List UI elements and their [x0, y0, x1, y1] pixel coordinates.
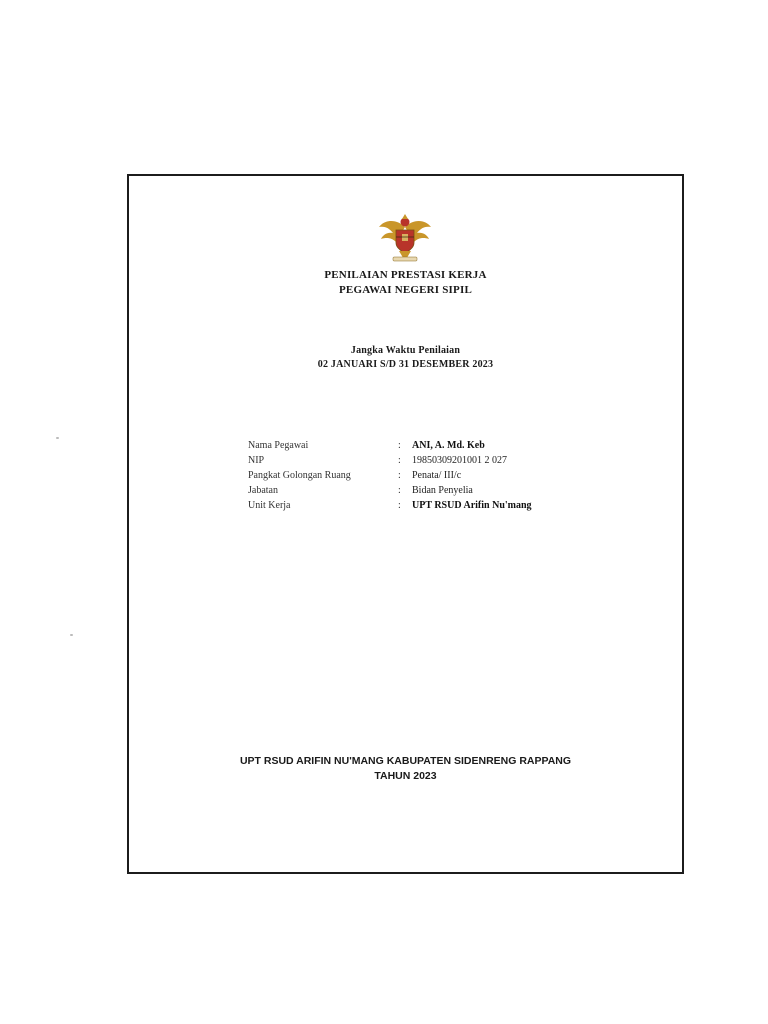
info-separator: :	[398, 500, 401, 511]
scan-speck	[56, 437, 59, 439]
info-separator: :	[398, 440, 401, 451]
info-row-nip	[248, 453, 532, 468]
info-separator: :	[398, 470, 401, 481]
info-label: Jabatan	[248, 485, 278, 496]
garuda-emblem-icon	[375, 213, 435, 265]
scan-speck	[70, 634, 73, 636]
info-value: UPT RSUD Arifin Nu'mang	[412, 500, 532, 511]
info-row-unit	[248, 498, 532, 513]
footer-year: TAHUN 2023	[374, 770, 437, 782]
info-row-position	[248, 483, 532, 498]
info-label: Pangkat Golongan Ruang	[248, 470, 351, 481]
document-title-line1: PENILAIAN PRESTASI KERJA	[324, 269, 487, 281]
info-row-rank	[248, 468, 532, 483]
info-separator: :	[398, 455, 401, 466]
info-value: Bidan Penyelia	[412, 485, 473, 496]
info-value: 19850309201001 2 027	[412, 455, 507, 466]
period-label: Jangka Waktu Penilaian	[350, 345, 461, 356]
employee-info	[248, 438, 532, 513]
document-title-line2: PEGAWAI NEGERI SIPIL	[339, 284, 472, 296]
info-separator: :	[398, 485, 401, 496]
info-row-name	[248, 438, 532, 453]
period-range: 02 JANUARI S/D 31 DESEMBER 2023	[317, 359, 494, 370]
info-value: ANI, A. Md. Keb	[412, 440, 485, 451]
info-label: Nama Pegawai	[248, 440, 309, 451]
info-value: Penata/ III/c	[412, 470, 462, 481]
info-label: Unit Kerja	[248, 500, 291, 511]
info-label: NIP	[248, 455, 265, 466]
footer-institution: UPT RSUD ARIFIN NU'MANG KABUPATEN SIDENRENG RAPPANG	[239, 755, 572, 767]
